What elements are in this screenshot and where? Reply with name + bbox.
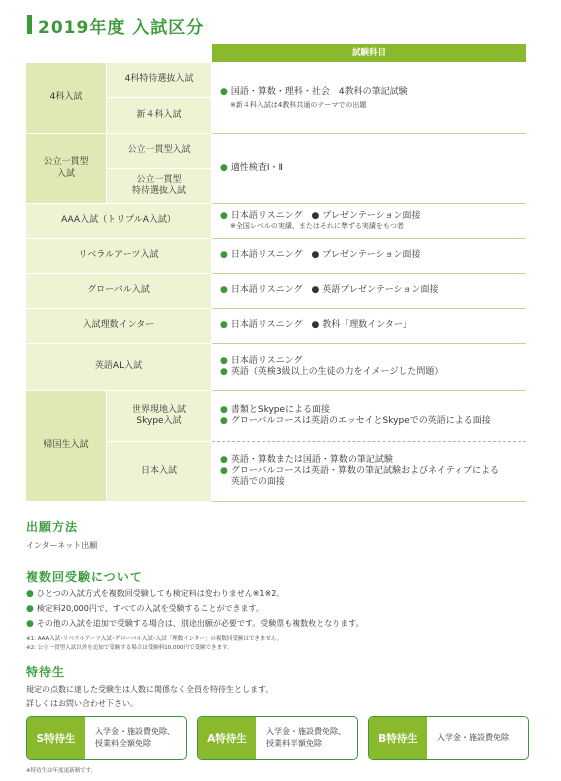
a-tokutai-label: A特待生	[198, 717, 256, 759]
b-tokutai-line: 入学金・施設費免除	[437, 733, 509, 742]
a-tokutai-line: 授業料半額免除	[266, 739, 322, 748]
desc-note: ※全国レベルの実績、またはそれに準ずる実績をもつ者	[230, 222, 404, 231]
group-kikokusei: 帰国生入試	[26, 391, 106, 501]
header-blank	[26, 44, 211, 62]
row-liberal-arts: リベラルアーツ入試	[26, 239, 211, 273]
a-tokutai-line: 入学金・施設費免除、	[266, 727, 346, 736]
multi-item-3: ● その他の入試を追加で受験する場合は、別途出願が必要です。受験票も複数枚となります。	[26, 619, 364, 629]
sub-skype: 世界現地入試 Skype入試	[107, 391, 211, 441]
multi-note-1: ※1: AAA入試･リベラルアーツ入試･グローバル入試･入試「理数インター」の複数回受験はできません。	[26, 636, 283, 642]
row-english-al: 英語AL入試	[26, 344, 211, 390]
row-risu-inter: 入試理数インター	[26, 309, 211, 343]
desc-text: 国語・算数・理科・社会 4教科の筆記試験	[230, 86, 408, 97]
s-tokutai-label: S特待生	[27, 717, 85, 759]
s-tokutai-line: 授業料全額免除	[95, 739, 151, 748]
sub-koritsu-tokutai: 公立一貫型 特待選抜入試	[107, 169, 211, 203]
desc-text: グローバルコースは英語のエッセイとSkypeでの英語による面接	[230, 416, 491, 426]
b-tokutai-label: B特待生	[369, 717, 427, 759]
tokutai-line-2: 詳しくはお問い合わせ下さい。	[26, 699, 138, 708]
desc-global: ● 日本語リスニング ● 英語プレゼンテーション面接	[212, 274, 526, 308]
desc-text: グローバルコースは英語・算数の筆記試験およびネイティブによる 英語での面接	[230, 465, 500, 488]
apply-heading: 出願方法	[26, 520, 79, 534]
desc-text: 日本語リスニング ● 英語プレゼンテーション面接	[230, 285, 439, 296]
desc-liberal-arts: ● 日本語リスニング ● プレゼンテーション面接	[212, 239, 526, 273]
desc-text: 英語・算数または国語・算数の筆記試験	[230, 454, 393, 465]
header-subjects: 試験科目	[212, 44, 526, 62]
multi-item-2: ● 検定料20,000円で、すべての入試を受験することができます。	[26, 604, 264, 614]
desc-text: 日本語リスニング ● 教科「理数インター」	[230, 320, 412, 331]
apply-text: インターネット出願	[26, 541, 98, 550]
multi-note-2: ※2: 公立一貫型入試以外を追加で受験する場合は受験料10,000円で受験できます。	[26, 645, 233, 651]
desc-skype: ● 書類とSkypeによる面接 ● グローバルコースは英語のエッセイとSkypeでの英語による面接	[212, 391, 526, 441]
desc-nihon: ● 英語・算数または国語・算数の筆記試験 ● グローバルコースは英語・算数の筆記試験およびネイティブによる 英語での面接	[212, 442, 526, 501]
tokutai-footnote: ※特待生は年度更新制です。	[26, 768, 97, 774]
multi-heading: 複数回受験について	[26, 570, 143, 584]
desc-risu-inter: ● 日本語リスニング ● 教科「理数インター」	[212, 309, 526, 343]
s-tokutai-line: 入学金・施設費免除、	[95, 727, 175, 736]
sub-koritsu: 公立一貫型入試	[107, 134, 211, 168]
title-bar	[27, 15, 32, 34]
row-aaa: AAA入試（トリプルA入試）	[26, 204, 211, 238]
tokutai-heading: 特待生	[26, 665, 66, 679]
page-title: 2019年度 入試区分	[38, 18, 205, 38]
desc-text: 日本語リスニング	[230, 355, 303, 366]
desc-aaa: ● 日本語リスニング ● プレゼンテーション面接 ※全国レベルの実績、またはそれに準ずる実績をもつ者	[212, 204, 526, 238]
s-tokutai-box	[26, 716, 187, 760]
sub-nihon: 日本入試	[107, 442, 211, 501]
multi-item-1: ● ひとつの入試方式を複数回受験しても検定料は変わりません※1※2。	[26, 589, 285, 599]
desc-english-al: ● 日本語リスニング ● 英語（英検3級以上の生徒の力をイメージした問題）	[212, 344, 526, 390]
row-global: グローバル入試	[26, 274, 211, 308]
tokutai-line-1: 規定の点数に達した受験生は人数に関係なく全員を特待生とします。	[26, 685, 274, 694]
desc-text: 英語（英検3級以上の生徒の力をイメージした問題）	[230, 367, 444, 377]
b-tokutai-box	[368, 716, 529, 760]
desc-4ka: ● 国語・算数・理科・社会 4教科の筆記試験 ※新４科入試は4教科共通のテーマでの出題	[212, 63, 526, 133]
sub-4ka-tokutai: 4科特待選抜入試	[107, 63, 211, 97]
desc-koritsu: ● 適性検査Ⅰ・Ⅱ	[212, 134, 526, 203]
desc-text: 書類とSkypeによる面接	[230, 404, 331, 415]
desc-text: 日本語リスニング ● プレゼンテーション面接	[230, 211, 421, 221]
desc-text: 適性検査Ⅰ・Ⅱ	[230, 162, 283, 173]
sub-new-4ka: 新４科入試	[107, 98, 211, 133]
desc-note: ※新４科入試は4教科共通のテーマでの出題	[230, 100, 367, 109]
a-tokutai-box	[197, 716, 358, 760]
group-koritsu: 公立一貫型 入試	[26, 134, 106, 203]
desc-text: 日本語リスニング ● プレゼンテーション面接	[230, 250, 421, 261]
group-4ka: 4科入試	[26, 63, 106, 133]
